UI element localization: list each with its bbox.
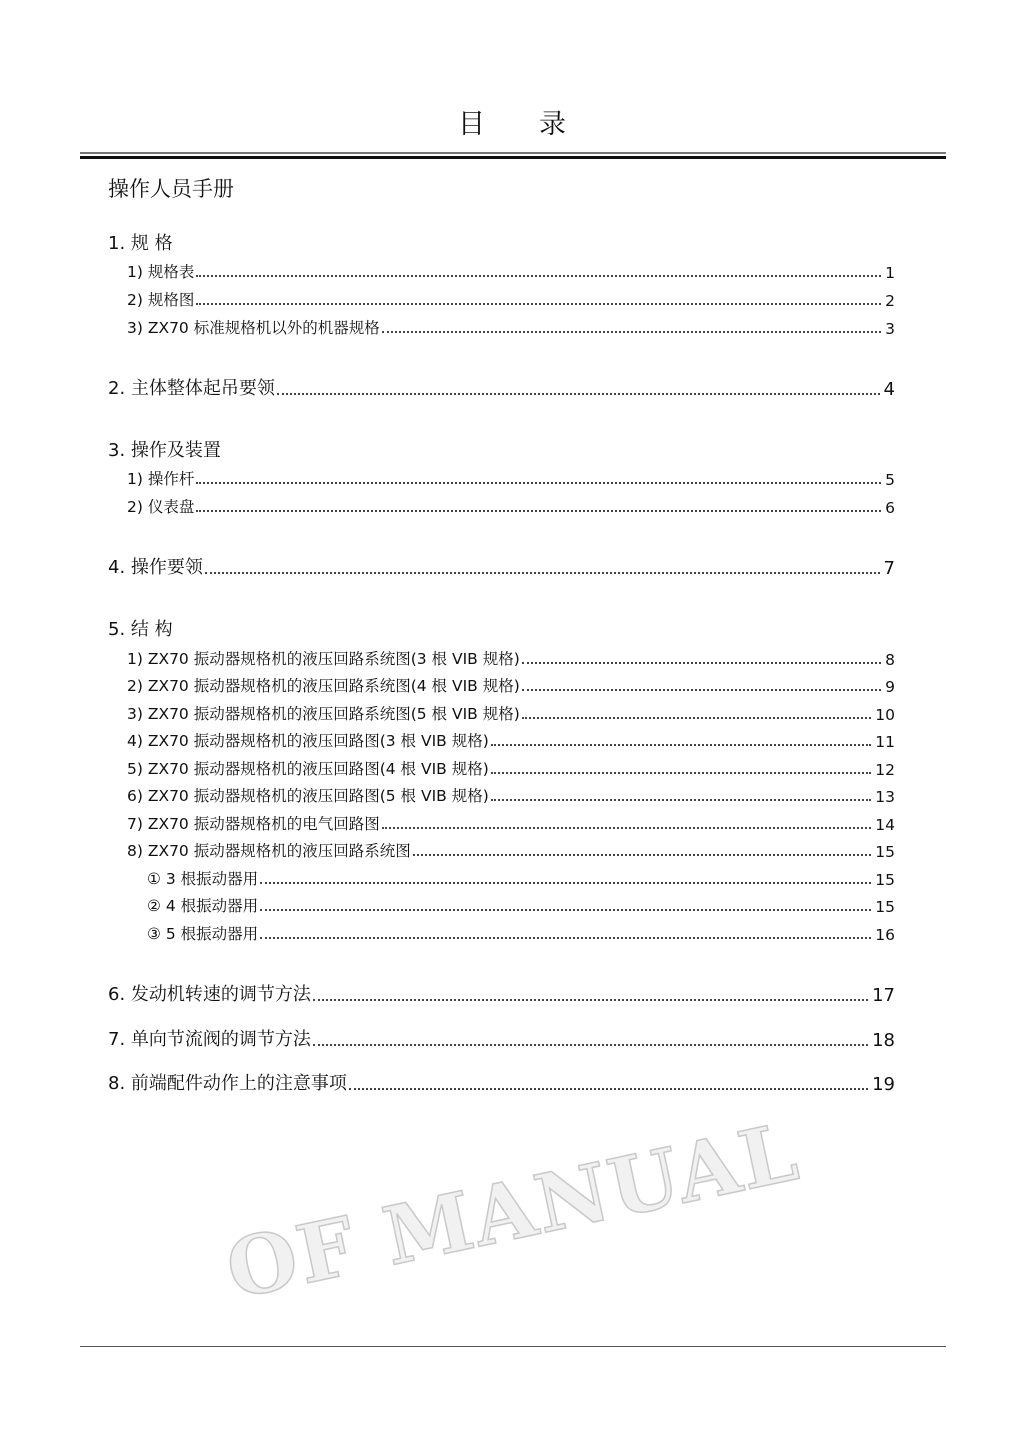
toc-label: 4) ZX70 振动器规格机的液压回路图(3 根 VIB 规格)	[127, 732, 489, 750]
page-title	[0, 102, 1024, 141]
toc-entry[interactable]	[127, 839, 895, 861]
toc-page-number: 8	[885, 651, 895, 669]
toc-heading[interactable]	[108, 615, 173, 641]
toc-label: 3) ZX70 振动器规格机的液压回路系统图(5 根 VIB 规格)	[127, 705, 520, 723]
toc-label: 4. 操作要领	[108, 557, 203, 578]
dot-leader	[349, 1088, 868, 1090]
toc-heading[interactable]	[108, 374, 895, 400]
toc-entry[interactable]	[127, 784, 895, 806]
toc-label: ② 4 根振动器用	[147, 897, 259, 915]
toc-page-number: 2	[885, 292, 895, 310]
header-rule-thick	[80, 156, 946, 159]
toc-entry[interactable]	[127, 647, 895, 669]
toc-label: 8. 前端配件动作上的注意事项	[108, 1073, 347, 1094]
toc-label: 8) ZX70 振动器规格机的液压回路系统图	[127, 842, 411, 860]
toc-heading[interactable]	[108, 980, 895, 1006]
toc-entry[interactable]	[127, 288, 895, 310]
toc-page-number: 6	[885, 499, 895, 517]
toc-label: 5. 结 构	[108, 619, 173, 640]
toc-label: 1) 规格表	[127, 263, 195, 281]
toc-label: 1. 规 格	[108, 233, 173, 254]
dot-leader	[260, 882, 871, 884]
toc-page-number: 18	[872, 1030, 895, 1051]
dot-leader	[313, 1044, 868, 1046]
toc-heading[interactable]	[108, 436, 221, 462]
dot-leader	[522, 662, 881, 664]
toc-page-number: 15	[875, 843, 895, 861]
toc-entry[interactable]	[127, 467, 895, 489]
toc-page-number: 17	[872, 985, 895, 1006]
toc-entry[interactable]	[127, 260, 895, 282]
toc-label: 6. 发动机转速的调节方法	[108, 984, 311, 1005]
toc-label: 2. 主体整体起吊要领	[108, 378, 275, 399]
dot-leader	[382, 827, 872, 829]
dot-leader	[205, 572, 880, 574]
toc-page-number: 4	[883, 379, 895, 400]
dot-leader	[522, 717, 871, 719]
toc-page-number: 14	[875, 816, 895, 834]
toc-page-number: 16	[875, 926, 895, 944]
toc-entry[interactable]	[127, 757, 895, 779]
toc-page-number: 15	[875, 898, 895, 916]
toc-entry[interactable]	[127, 674, 895, 696]
toc-page-number: 11	[875, 733, 895, 751]
dot-leader	[196, 482, 881, 484]
toc-page-number: 9	[885, 678, 895, 696]
toc-page-number: 10	[875, 706, 895, 724]
toc-entry[interactable]	[147, 922, 895, 944]
toc-label: 7) ZX70 振动器规格机的电气回路图	[127, 815, 380, 833]
toc-heading[interactable]	[108, 229, 173, 255]
toc-label: 1) 操作杆	[127, 470, 195, 488]
dot-leader	[413, 854, 872, 856]
dot-leader	[522, 689, 881, 691]
dot-leader	[491, 799, 871, 801]
toc-page-number: 3	[885, 320, 895, 338]
toc-page-number: 7	[883, 558, 895, 579]
dot-leader	[260, 937, 871, 939]
dot-leader	[196, 275, 881, 277]
dot-leader	[491, 744, 871, 746]
dot-leader	[277, 393, 880, 395]
toc-heading[interactable]	[108, 1025, 895, 1051]
toc-label: 7. 单向节流阀的调节方法	[108, 1029, 311, 1050]
title-char: 目	[458, 109, 485, 140]
header-rule-thin	[80, 152, 946, 154]
toc-entry[interactable]	[127, 729, 895, 751]
footer-rule	[80, 1346, 946, 1347]
toc-page-number: 15	[875, 871, 895, 889]
toc-label: 6) ZX70 振动器规格机的液压回路图(5 根 VIB 规格)	[127, 787, 489, 805]
toc-page-number: 13	[875, 788, 895, 806]
toc-heading[interactable]	[108, 553, 895, 579]
toc-label: 3) ZX70 标准规格机以外的机器规格	[127, 319, 380, 337]
toc-entry[interactable]	[127, 495, 895, 517]
dot-leader	[382, 331, 881, 333]
toc-entry[interactable]	[147, 867, 895, 889]
toc-label: 2) 规格图	[127, 291, 195, 309]
toc-entry[interactable]	[127, 702, 895, 724]
dot-leader	[196, 510, 881, 512]
toc-page-number: 5	[885, 471, 895, 489]
toc-label: 2) ZX70 振动器规格机的液压回路系统图(4 根 VIB 规格)	[127, 677, 520, 695]
toc-label: 5) ZX70 振动器规格机的液压回路图(4 根 VIB 规格)	[127, 760, 489, 778]
dot-leader	[260, 909, 871, 911]
dot-leader	[196, 303, 881, 305]
toc-label: 1) ZX70 振动器规格机的液压回路系统图(3 根 VIB 规格)	[127, 650, 520, 668]
toc-entry[interactable]	[127, 316, 895, 338]
toc-label: ① 3 根振动器用	[147, 870, 259, 888]
toc-entry[interactable]	[127, 812, 895, 834]
toc-entry[interactable]	[147, 894, 895, 916]
title-char: 录	[539, 109, 566, 140]
dot-leader	[313, 999, 868, 1001]
toc-label: 3. 操作及装置	[108, 440, 221, 461]
toc-label: 2) 仪表盘	[127, 498, 195, 516]
watermark: OF MANUAL	[218, 1104, 808, 1318]
section-subtitle: 操作人员手册	[108, 177, 234, 201]
toc-label: ③ 5 根振动器用	[147, 925, 259, 943]
toc-page-number: 19	[872, 1074, 895, 1095]
toc-heading[interactable]	[108, 1069, 895, 1095]
toc-page-number: 1	[885, 264, 895, 282]
toc-page-number: 12	[875, 761, 895, 779]
dot-leader	[491, 772, 871, 774]
